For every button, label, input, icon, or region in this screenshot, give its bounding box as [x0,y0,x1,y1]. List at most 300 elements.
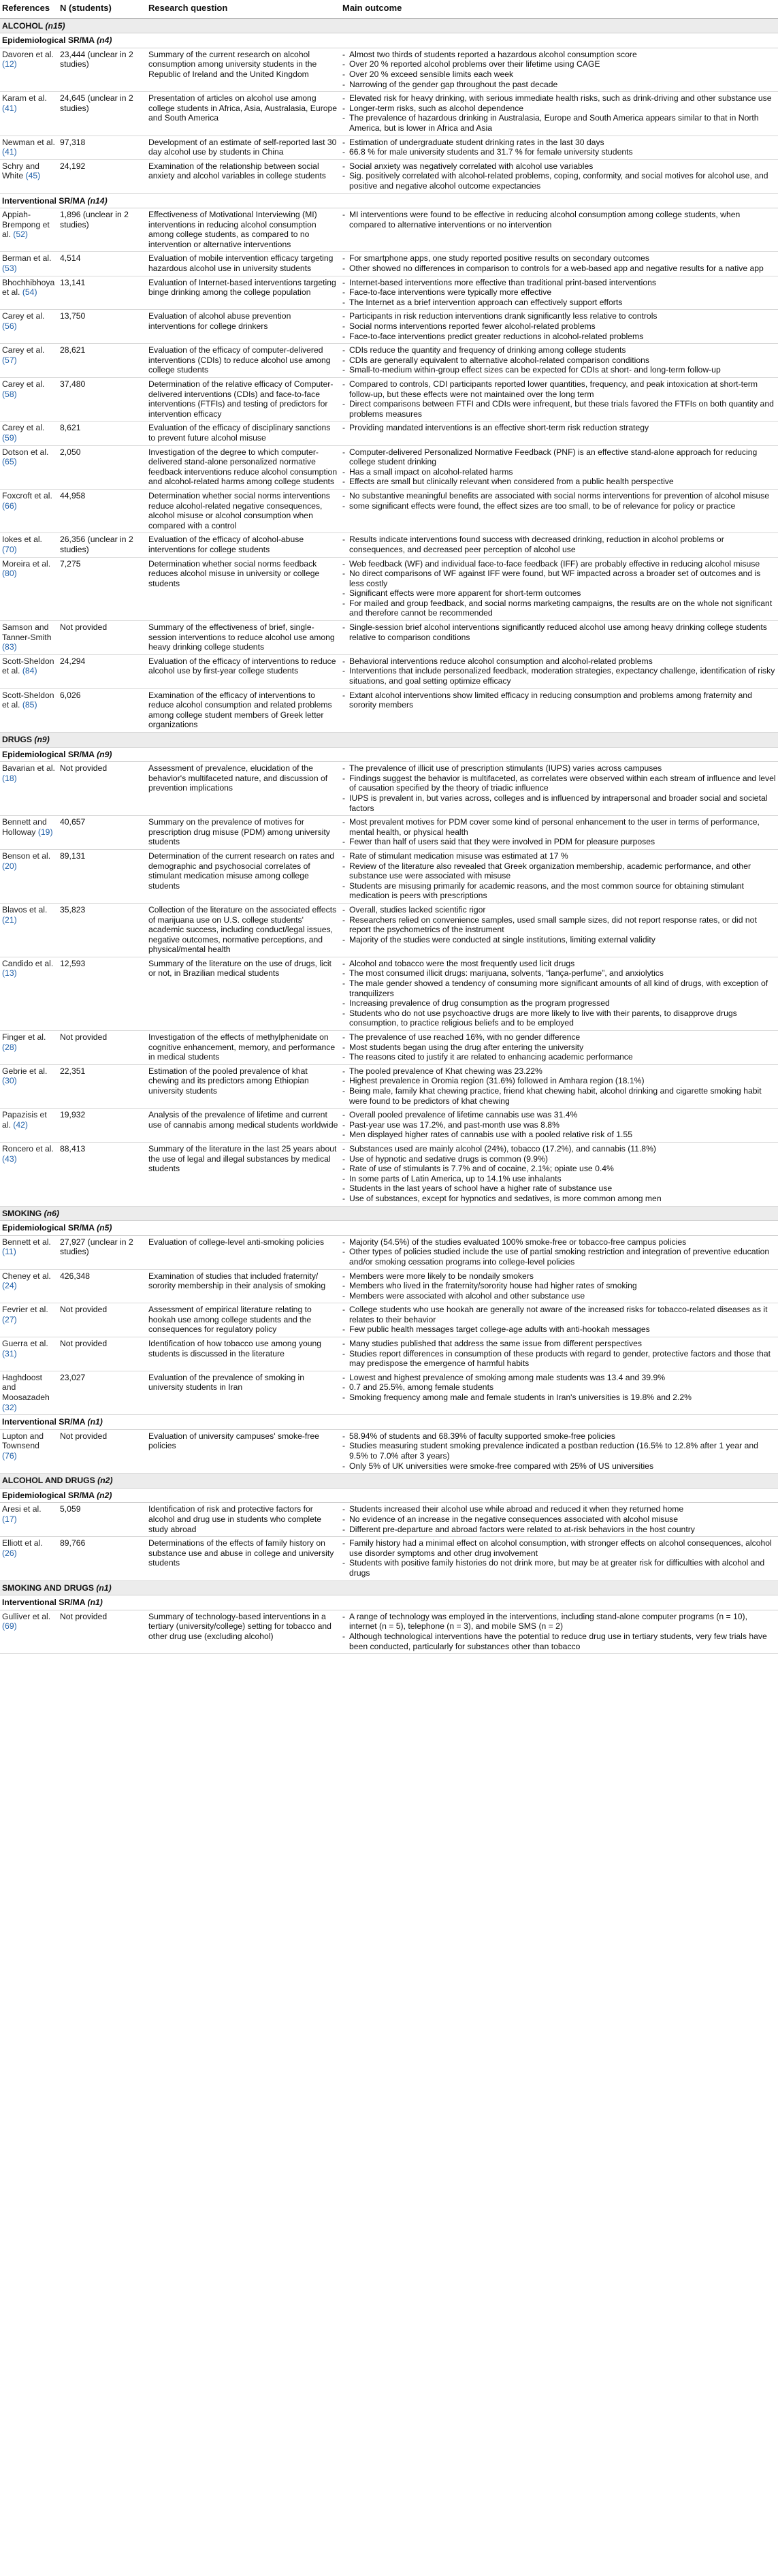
outcome-item: - Compared to controls, CDI participants reported lower quantities, frequency, and peak intoxication at short-term follow-up, but these effects were not maintained over the long term [342,379,776,399]
table-row [0,1610,778,1653]
outcome-item: - Students increased their alcohol use while abroad and reduced it when they returned home [342,1504,776,1514]
reference-link[interactable]: (76) [2,1451,17,1461]
section-label: ALCOHOL AND DRUGS [2,1476,95,1486]
reference-authors: Haghdoost and Moosazadeh [2,1372,50,1403]
outcome-list [342,851,776,901]
outcome-item: - Smoking frequency among male and female students in Iran's universities is 19.8% and 2.2% [342,1393,776,1403]
table-row [0,557,778,621]
reference-authors: Roncero et al. [2,1143,54,1154]
outcome-list [342,622,776,642]
reference-link[interactable]: (20) [2,861,17,871]
reference-authors: Iokes et al. [2,535,42,545]
section-count: (n4) [97,35,112,46]
section-label: Interventional SR/MA [2,1597,86,1608]
outcome-item: - The most consumed illicit drugs: marijuana, solvents, “lança-perfume”, and anxiolytics [342,968,776,979]
reference-link[interactable]: (18) [2,773,17,783]
outcome-list [342,959,776,1028]
outcome-list [342,690,776,710]
section-label: DRUGS [2,735,33,744]
reference-link[interactable]: (69) [2,1621,17,1632]
table-row [0,849,778,903]
reference-link[interactable]: (84) [22,666,37,676]
outcome-list [342,817,776,847]
table-row [0,1337,778,1371]
outcome-item: - Few public health messages target college-age adults with anti-hookah messages [342,1324,776,1335]
reference-authors: Bavarian et al. [2,763,55,774]
n-students-cell: 27,927 (unclear in 2 studies) [58,1235,146,1269]
table-body [0,18,778,1654]
research-question-cell: Determination whether social norms feedback reduces alcohol misuse in university or college students [146,557,340,621]
outcome-item: - Students who do not use psychoactive drugs are more likely to live with their parents, to disapprove drugs consumption, to practice religious beliefs and to be employed [342,1008,776,1028]
outcome-list [342,423,776,433]
table-row [0,1537,778,1580]
research-question-cell: Examination of the efficacy of interventions to reduce alcohol consumption and related problems among college student members of Greek letter organizations [146,688,340,732]
main-outcome-cell [340,1503,778,1537]
main-outcome-cell [340,1142,778,1206]
section-count: (n9) [97,749,112,759]
table-row [0,489,778,532]
reference-cell [0,344,58,378]
outcome-list [342,1271,776,1301]
reference-authors: Scott-Sheldon et al. [2,690,54,710]
reference-cell [0,252,58,276]
reference-link[interactable]: (65) [2,457,17,467]
reference-cell [0,1109,58,1143]
reference-link[interactable]: (32) [2,1402,17,1412]
reference-authors: Fevrier et al. [2,1305,48,1315]
table-row [0,1031,778,1065]
reference-cell [0,445,58,489]
n-students-cell: 2,050 [58,445,146,489]
section-count: (n6) [44,1208,59,1218]
subcategory-label [0,1415,778,1430]
outcome-list [342,905,776,944]
outcome-list [342,1066,776,1106]
section-label: Epidemiological SR/MA [2,1223,95,1233]
reference-authors: Berman et al. [2,253,52,264]
outcome-list [342,1373,776,1403]
research-question-cell: Evaluation of the efficacy of computer-delivered interventions (CDIs) to reduce alcohol use among college students [146,344,340,378]
reference-authors: Gebrie et al. [2,1066,48,1076]
outcome-list [342,1237,776,1267]
outcome-item: - The male gender showed a tendency of consuming more significant amounts of all kind of drugs, with exception of tranquilizers [342,979,776,998]
reference-link[interactable]: (11) [2,1247,16,1257]
reference-link[interactable]: (13) [2,968,17,979]
subcategory-label [0,193,778,208]
reference-link[interactable]: (26) [2,1548,17,1558]
outcome-item: - No direct comparisons of WF against IFF were found, but WF impacted across a broader set of outcomes and is less costly [342,569,776,588]
outcome-item: - Review of the literature also revealed that Greek organization membership, academic performance, and other substance use were associated with misuse [342,861,776,881]
reference-authors: Foxcroft et al. [2,490,52,500]
main-outcome-cell [340,1031,778,1065]
subcategory-label [0,1488,778,1503]
research-question-cell: Summary of technology-based interventions in a tertiary (university/college) setting for tobacco and other drug use (excluding alcohol) [146,1610,340,1653]
n-students-cell: Not provided [58,621,146,655]
main-outcome-cell [340,489,778,532]
subcategory-row [0,1415,778,1430]
main-outcome-cell [340,136,778,159]
outcome-item: - Students are misusing primarily for academic reasons, and the most common source for obtaining stimulant medication is peers with prescriptions [342,881,776,901]
outcome-item: - Findings suggest the behavior is multifaceted, as correlates were observed within each stream of influence and level of causation specified by the theory of triadic influence [342,774,776,793]
reference-link[interactable]: (24) [2,1281,17,1291]
table-row [0,310,778,344]
reference-cell [0,557,58,621]
category-label [0,1206,778,1221]
section-label: SMOKING AND DRUGS [2,1583,94,1593]
section-label: SMOKING [2,1208,42,1218]
outcome-item: - Lowest and highest prevalence of smoking among male students was 13.4 and 39.9% [342,1373,776,1383]
header-references: References [0,0,58,18]
outcome-item: - Members were more likely to be nondaily smokers [342,1271,776,1282]
outcome-item: - Overall, studies lacked scientific rigor [342,905,776,915]
outcome-list [342,93,776,133]
outcome-item: - Results indicate interventions found success with decreased drinking, reduction in alcohol problems or consequences, and decreased peer perception of alcohol use [342,535,776,554]
outcome-item: - Many studies published that address the same issue from different perspectives [342,1339,776,1349]
table-row [0,422,778,445]
n-students-cell: 24,192 [58,159,146,193]
reference-authors: Lupton and Townsend [2,1431,44,1451]
outcome-item: - Majority of the studies were conducted at single institutions, limiting external validity [342,935,776,945]
table-row [0,1269,778,1303]
outcome-item: - Almost two thirds of students reported a hazardous alcohol consumption score [342,50,776,60]
main-outcome-cell [340,1235,778,1269]
outcome-item: - some significant effects were found, the effect sizes are too small, to be of relevance for policy or practice [342,501,776,511]
n-students-cell: 5,059 [58,1503,146,1537]
table-row [0,621,778,655]
reference-link[interactable]: (27) [2,1314,17,1324]
reference-cell [0,654,58,688]
outcome-list [342,447,776,487]
reference-authors: Gulliver et al. [2,1611,51,1621]
header-n-students: N (students) [58,0,146,18]
table-row [0,957,778,1030]
research-question-cell: Evaluation of Internet-based interventions targeting binge drinking among the college population [146,276,340,310]
research-question-cell: Evaluation of the efficacy of interventions to reduce alcohol use by first-year college students [146,654,340,688]
reference-authors: Moreira et al. [2,558,51,569]
table-row [0,903,778,957]
reference-link[interactable]: (12) [2,59,17,69]
outcome-list [342,50,776,89]
reference-authors: Carey et al. [2,311,45,321]
category-row [0,1206,778,1221]
reference-link[interactable]: (45) [25,171,41,181]
outcome-list [342,379,776,419]
outcome-list [342,1144,776,1204]
main-outcome-cell [340,557,778,621]
outcome-item: - For mailed and group feedback, and social norms marketing campaigns, the results are on the whole not significant and therefore cannot be recommended [342,599,776,618]
category-row [0,733,778,748]
section-label: Epidemiological SR/MA [2,1490,95,1500]
main-outcome-cell [340,1303,778,1337]
reference-link[interactable]: (30) [2,1076,17,1086]
n-students-cell: 24,645 (unclear in 2 studies) [58,92,146,136]
research-question-cell: Assessment of prevalence, elucidation of the behavior's multifaceted nature, and discussion of prevention implications [146,762,340,816]
n-students-cell: 23,444 (unclear in 2 studies) [58,48,146,91]
reference-cell [0,688,58,732]
table-row [0,1142,778,1206]
n-students-cell: Not provided [58,1429,146,1473]
n-students-cell: 44,958 [58,489,146,532]
main-outcome-cell [340,310,778,344]
category-row [0,1474,778,1489]
outcome-list [342,278,776,308]
reference-authors: Aresi et al. [2,1504,42,1514]
outcome-list [342,161,776,191]
outcome-item: - Family history had a minimal effect on alcohol consumption, with stronger effects on alcohol consequences, alcohol use disorder symptoms and other drug involvement [342,1538,776,1558]
reference-link[interactable]: (43) [2,1154,17,1164]
n-students-cell: Not provided [58,1337,146,1371]
outcome-item: - Providing mandated interventions is an effective short-term risk reduction strategy [342,423,776,433]
outcome-item: - The prevalence of use reached 16%, with no gender difference [342,1032,776,1043]
outcome-list [342,1538,776,1578]
reference-cell [0,208,58,252]
n-students-cell: 88,413 [58,1142,146,1206]
table-row [0,1109,778,1143]
research-question-cell: Determination of the current research on rates and demographic and psychosocial correlates of stimulant medication misuse among college students [146,849,340,903]
outcome-item: - Being male, family khat chewing practice, friend khat chewing habit, alcohol drinking and cigarette smoking habit were found to be predictors of khat chewing [342,1086,776,1106]
research-question-cell: Investigation of the degree to which computer-delivered stand-alone personalized normative feedback interventions reduce alcohol consumption and alcohol-related harms among college students [146,445,340,489]
n-students-cell: 6,026 [58,688,146,732]
reference-link[interactable]: (42) [13,1119,28,1130]
subcategory-row [0,193,778,208]
reference-authors: Bennett and Holloway [2,817,47,837]
reference-authors: Scott-Sheldon et al. [2,656,54,676]
reference-link[interactable]: (19) [37,827,53,837]
reference-link[interactable]: (52) [13,229,28,240]
outcome-item: - For smartphone apps, one study reported positive results on secondary outcomes [342,253,776,264]
reference-cell [0,1503,58,1537]
reference-link[interactable]: (41) [2,147,17,157]
table-row [0,688,778,732]
outcome-item: - The reasons cited to justify it are related to enhancing academic performance [342,1052,776,1062]
outcome-item: - Fewer than half of users said that they were involved in PDM for pleasure purposes [342,837,776,847]
n-students-cell: 426,348 [58,1269,146,1303]
reference-link[interactable]: (41) [2,103,17,113]
reference-cell [0,92,58,136]
section-count: (n5) [97,1223,112,1233]
table-row [0,1371,778,1414]
reference-cell [0,422,58,445]
research-question-cell: Analysis of the prevalence of lifetime and current use of cannabis among medical students worldwide [146,1109,340,1143]
table-row [0,48,778,91]
outcome-item: - Rate of stimulant medication misuse was estimated at 17 % [342,851,776,861]
table-row [0,762,778,816]
n-students-cell: 28,621 [58,344,146,378]
section-label: ALCOHOL [2,20,44,31]
subcategory-label [0,33,778,48]
outcome-item: - Has a small impact on alcohol-related harms [342,467,776,477]
research-question-cell: Summary of the current research on alcohol consumption among university students in the Republic of Ireland and the United Kingdom [146,48,340,91]
outcome-item: - Narrowing of the gender gap throughout the past decade [342,80,776,90]
reference-authors: Dotson et al. [2,447,49,457]
research-question-cell: Evaluation of the prevalence of smoking in university students in Iran [146,1371,340,1414]
outcome-item: - Use of hypnotic and sedative drugs is common (9.9%) [342,1154,776,1164]
outcome-item: - Behavioral interventions reduce alcohol consumption and alcohol-related problems [342,656,776,667]
reference-cell [0,1235,58,1269]
reference-authors: Carey et al. [2,423,45,433]
main-outcome-cell [340,688,778,732]
subcategory-row [0,1221,778,1236]
outcome-item: - A range of technology was employed in the interventions, including stand-alone computer programs (n = 10), internet (n = 5), telephone (n = 3), and mobile SMS (n = 2) [342,1612,776,1632]
outcome-item: - College students who use hookah are generally not aware of the increased risks for tobacco-related diseases as it relates to their behavior [342,1305,776,1324]
outcome-list [342,656,776,686]
reference-link[interactable]: (80) [2,569,17,579]
n-students-cell: 37,480 [58,378,146,422]
main-outcome-cell [340,445,778,489]
subcategory-label [0,747,778,762]
reference-authors: Appiah-Brempong et al. [2,210,50,240]
section-count: (n15) [45,20,65,31]
research-question-cell: Investigation of the effects of methylphenidate on cognitive enhancement, memory, and performance in medical students [146,1031,340,1065]
table-row [0,1235,778,1269]
section-label: Interventional SR/MA [2,195,86,206]
reference-link[interactable]: (56) [2,321,17,332]
research-question-cell: Identification of how tobacco use among young students is discussed in the literature [146,1337,340,1371]
outcome-item: - Social anxiety was negatively correlated with alcohol use variables [342,161,776,172]
research-question-cell: Summary of the literature on the use of drugs, licit or not, in Brazilian medical students [146,957,340,1030]
research-question-cell: Estimation of the pooled prevalence of khat chewing and its predictors among Ethiopian university students [146,1064,340,1108]
reference-link[interactable]: (85) [22,700,37,710]
outcome-item: - Different pre-departure and abroad factors were related to at-risk behaviors in the host country [342,1525,776,1535]
n-students-cell: 1,896 (unclear in 2 studies) [58,208,146,252]
outcome-item: - 0.7 and 25.5%, among female students [342,1382,776,1393]
reference-authors: Candido et al. [2,958,54,968]
section-count: (n2) [97,1490,112,1500]
reference-link[interactable]: (28) [2,1042,17,1052]
reference-link[interactable]: (59) [2,432,17,443]
outcome-list [342,138,776,157]
outcome-item: - CDIs are generally equivalent to alternative alcohol-related comparison conditions [342,355,776,366]
reference-cell [0,310,58,344]
outcome-list [342,559,776,619]
table-row [0,378,778,422]
reference-link[interactable]: (31) [2,1348,17,1358]
outcome-item: - Computer-delivered Personalized Normative Feedback (PNF) is an effective stand-alone approach for reducing college student drinking [342,447,776,467]
outcome-item: - Interventions that include personalized feedback, moderation strategies, expectancy challenge, identification of risky situations, and goal setting optimize efficacy [342,666,776,686]
outcome-item: - 66.8 % for male university students and 31.7 % for female university students [342,147,776,157]
reference-authors: Bhochhibhoya et al. [2,277,55,298]
reference-link[interactable]: (57) [2,355,17,365]
table-row [0,445,778,489]
outcome-item: - Direct comparisons between FTFI and CDIs were infrequent, but these trials favored the FTFIs on both quantity and problems measures [342,399,776,419]
n-students-cell: 23,027 [58,1371,146,1414]
reference-cell [0,533,58,557]
outcome-item: - MI interventions were found to be effective in reducing alcohol consumption among college students, when compared to alternative interventions or no intervention [342,210,776,229]
outcome-list [342,1032,776,1062]
reference-authors: Finger et al. [2,1032,46,1043]
reference-link[interactable]: (58) [2,389,17,399]
reference-authors: Blavos et al. [2,904,48,915]
main-outcome-cell [340,92,778,136]
outcome-item: - Sig. positively correlated with alcohol-related problems, coping, conformity, and social motives for alcohol use, and positive and negative alcohol outcome expectancies [342,171,776,191]
table-row [0,208,778,252]
reference-link[interactable]: (54) [22,287,37,298]
n-students-cell: 89,766 [58,1537,146,1580]
outcome-item: - The Internet as a brief intervention approach can effectively support efforts [342,298,776,308]
category-label [0,1580,778,1595]
n-students-cell: 12,593 [58,957,146,1030]
reference-link[interactable]: (53) [2,264,17,274]
outcome-list [342,210,776,229]
outcome-list [342,1110,776,1140]
outcome-list [342,1339,776,1369]
reference-cell [0,621,58,655]
subcategory-label [0,1221,778,1236]
outcome-item: - Internet-based interventions more effective than traditional print-based interventions [342,278,776,288]
reference-authors: Bennett et al. [2,1237,51,1247]
outcome-item: - Most prevalent motives for PDM cover some kind of personal enhancement to the user in terms of performance, mental health, or physical health [342,817,776,837]
outcome-item: - Students in the last years of school have a higher rate of substance use [342,1183,776,1194]
n-students-cell: 8,621 [58,422,146,445]
research-question-cell: Evaluation of college-level anti-smoking policies [146,1235,340,1269]
main-outcome-cell [340,1537,778,1580]
reference-cell [0,849,58,903]
reference-cell [0,1064,58,1108]
n-students-cell: 97,318 [58,136,146,159]
main-outcome-cell [340,654,778,688]
subcategory-label [0,1595,778,1610]
main-outcome-cell [340,849,778,903]
reference-link[interactable]: (66) [2,500,17,511]
reference-cell [0,1371,58,1414]
reference-link[interactable]: (70) [2,544,17,554]
table-row [0,1064,778,1108]
reference-cell [0,1610,58,1653]
outcome-item: - Significant effects were more apparent for short-term outcomes [342,588,776,599]
n-students-cell: 13,750 [58,310,146,344]
outcome-item: - Most students began using the drug after entering the university [342,1043,776,1053]
outcome-item: - Over 20 % reported alcohol problems over their lifetime using CAGE [342,59,776,69]
outcome-item: - Elevated risk for heavy drinking, with serious immediate health risks, such as drink-driving and other substance use [342,93,776,104]
outcome-item: - The prevalence of illicit use of prescription stimulants (IUPS) varies across campuses [342,763,776,774]
table-row [0,252,778,276]
outcome-item: - Studies report differences in consumption of these products with regard to gender, protective factors and those that may predispose the emergence of harmful habits [342,1349,776,1369]
outcome-item: - Alcohol and tobacco were the most frequently used licit drugs [342,959,776,969]
main-outcome-cell [340,159,778,193]
reference-authors: Newman et al. [2,137,55,147]
research-question-cell: Summary of the literature in the last 25 years about the use of legal and illegal substances by medical students [146,1142,340,1206]
outcome-item: - Use of substances, except for hypnotics and sedatives, is more common among men [342,1194,776,1204]
outcome-list [342,1305,776,1335]
reference-link[interactable]: (83) [2,642,17,652]
subcategory-row [0,747,778,762]
main-outcome-cell [340,208,778,252]
main-outcome-cell [340,533,778,557]
header-row [0,0,778,18]
reference-link[interactable]: (21) [2,915,17,925]
category-label [0,1474,778,1489]
outcome-item: - Other types of policies studied include the use of partial smoking restriction and integration of preventive education and/or smoking cessation programs into college-level policies [342,1247,776,1267]
outcome-item: - Rate of use of stimulants is 7.7% and of cocaine, 2.1%; opiate use 0.4% [342,1164,776,1174]
research-question-cell: Examination of the relationship between social anxiety and alcohol variables in college students [146,159,340,193]
research-question-cell: Assessment of empirical literature relating to hookah use among college students and the consequences for regulatory policy [146,1303,340,1337]
n-students-cell: Not provided [58,1610,146,1653]
reference-cell [0,1537,58,1580]
main-outcome-cell [340,1337,778,1371]
reference-authors: Elliott et al. [2,1538,43,1548]
n-students-cell: 24,294 [58,654,146,688]
table-row [0,136,778,159]
reference-cell [0,1269,58,1303]
table-row [0,533,778,557]
section-count: (n1) [87,1417,103,1427]
reference-link[interactable]: (17) [2,1514,17,1524]
reference-cell [0,489,58,532]
subcategory-row [0,1488,778,1503]
category-row [0,18,778,33]
outcome-list [342,253,776,273]
reference-authors: Carey et al. [2,345,45,355]
